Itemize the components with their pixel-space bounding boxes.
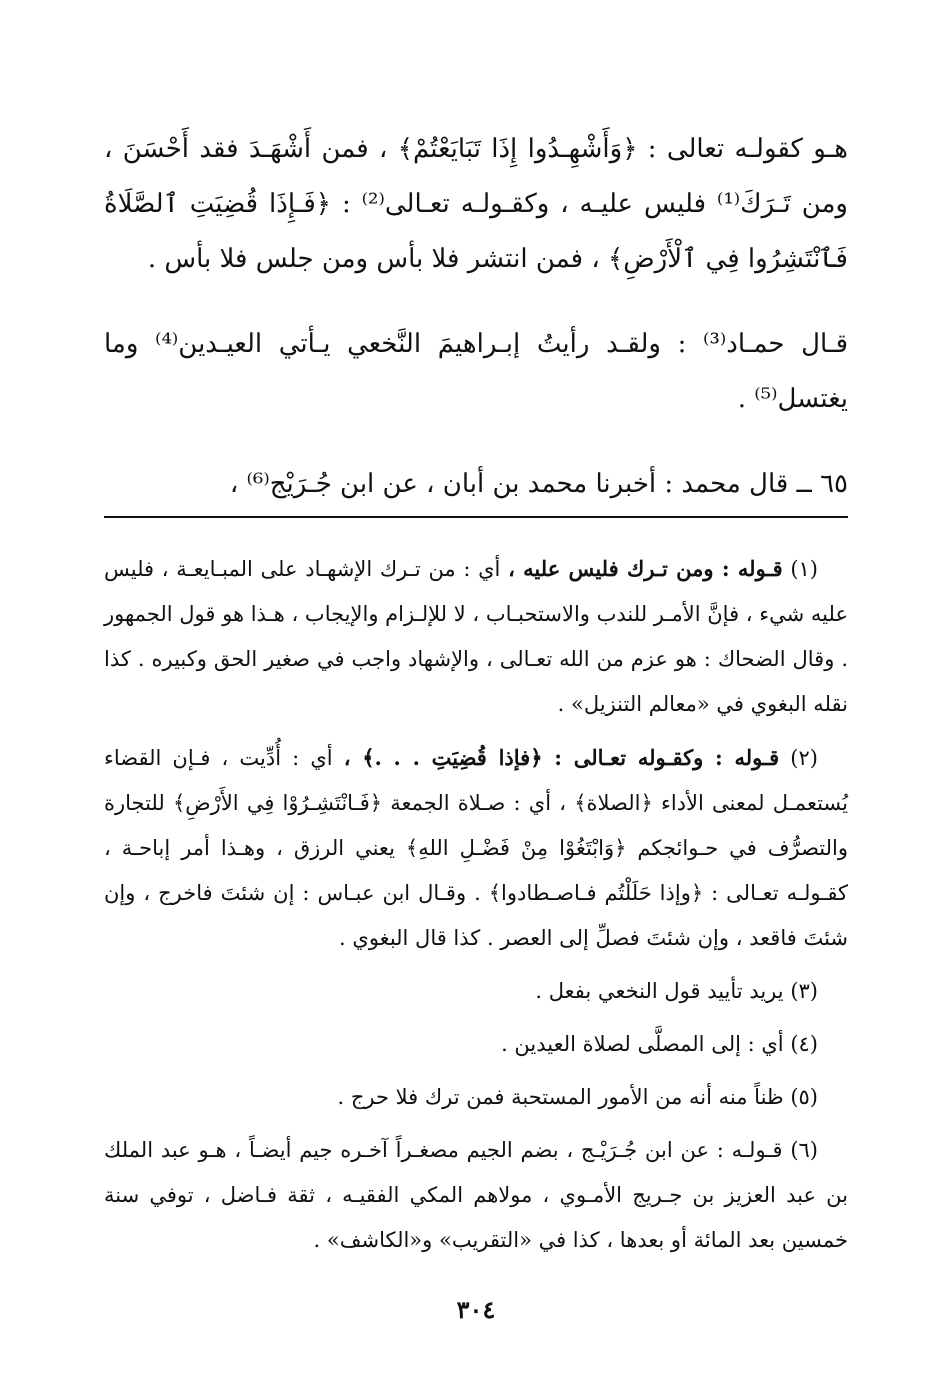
footnote-lead: قـوله : ومن تـرك فليس عليه ، [508, 556, 783, 581]
footnote-number: (٣) [790, 979, 818, 1003]
page-number: ٣٠٤ [456, 1295, 496, 1324]
footnote-text: قـولـه : عن ابن جُـرَيْـج ، بضم الجيم مصغـراً آخـره جيم أيضـاً ، هـو عبد الملك بن عبد العزيز بن جـريج الأمـوي ، مولاهم المكي الفقيـه ، ثقة فـاضل ، توفي سنة خمسين بعد المائة أو بعدها ، كذا في «التقريب» و«الكاشف» . [104, 1138, 848, 1252]
main-paragraph-2: قـال حمـاد⁽³⁾ : ولقـد رأيتُ إبـراهيمَ النَّخعي يـأتي العيـدين⁽⁴⁾ وما يغتسل⁽⁵⁾ . [104, 329, 848, 414]
footnote-number: (٦) [790, 1138, 818, 1162]
main-paragraph-3: ٦٥ ــ قال محمد : أخبرنا محمد بن أبان ، عن ابن جُـرَيْج⁽⁶⁾ ، [229, 469, 848, 499]
footnote-5 [104, 1075, 848, 1120]
footnote-number: (١) [790, 557, 818, 581]
footnote-text: ظناً منه أنه من الأمور المستحبة فمن ترك فلا حرج . [337, 1085, 784, 1109]
footnote-text: أي : من تـرك الإشهـاد على المبـايعـة ، فليس عليه شيء ، فإنَّ الأمـر للندب والاستحبـاب ، لا للإلـزام والإيجاب ، هـذا هو قول الجمهور . وقال الضحاك : هو عزم من الله تعـالى ، والإشهاد واجب في صغير الحق وكبيره . كذا نقله البغوي في «معالم التنزيل» . [104, 557, 848, 716]
footnote-3 [104, 969, 848, 1014]
footnote-1 [104, 546, 848, 727]
footnote-4 [104, 1022, 848, 1067]
footnote-text: أي : إلى المصلَّى لصلاة العيدين . [501, 1032, 784, 1056]
footnote-text: أي : أُدِّيت ، فـإن القضاء يُستعمـل لمعنى الأداء ﴿الصلاة﴾ ، أي : صـلاة الجمعة ﴿فَـانْتَشِـرُوْا فِي الأَرْضِ﴾ للتجارة والتصرُّف في حـوائجكم ﴿وَابْتَغُوْا مِنْ فَضْـلِ اللهِ﴾ يعني الرزق ، وهـذا أمر إباحـة ، كقـولـه تعـالى : ﴿وإذا حَلَلْتُم فـاصـطادوا﴾ . وقـال ابن عبـاس : إن شئتَ فاخرج ، وإن شئتَ فاقعد ، وإن شئتَ فصلِّ إلى العصر . كذا قال البغوي . [104, 746, 848, 950]
main-paragraph-1: هـو كقولـه تعالى : ﴿وَأَشْهِـدُوا إِذَا تَبَايَعْتُمْ﴾ ، فمن أَشْهَـدَ فقد أَحْسَنَ ، ومن تَـرَكَ⁽¹⁾ فليس عليـه ، وكقـولـه تعـالى⁽²⁾ : ﴿فَـإِذَا قُضِيَتِ ٱلصَّلَاةُ فَٱنْتَشِرُوا فِي ٱلْأَرْضِ﴾ ، فمن انتشر فلا بأس ومن جلس فلا بأس . [104, 134, 848, 274]
paragraph-gap [104, 287, 848, 317]
footnote-lead: قـوله : وكقـوله تعـالى : ﴿فإذا قُضِيَتِ . . .﴾ ، [343, 745, 780, 770]
footnote-text: يريد تأييد قول النخعي بفعل . [535, 979, 784, 1003]
footnote-2 [104, 735, 848, 961]
footnote-number: (٤) [790, 1032, 818, 1056]
footnote-number: (٥) [790, 1085, 818, 1109]
footnote-number: (٢) [790, 746, 818, 770]
paragraph-gap [104, 427, 848, 457]
footnotes [104, 546, 848, 1271]
main-text [104, 122, 848, 512]
footnote-divider [104, 516, 848, 518]
footnote-6 [104, 1128, 848, 1263]
